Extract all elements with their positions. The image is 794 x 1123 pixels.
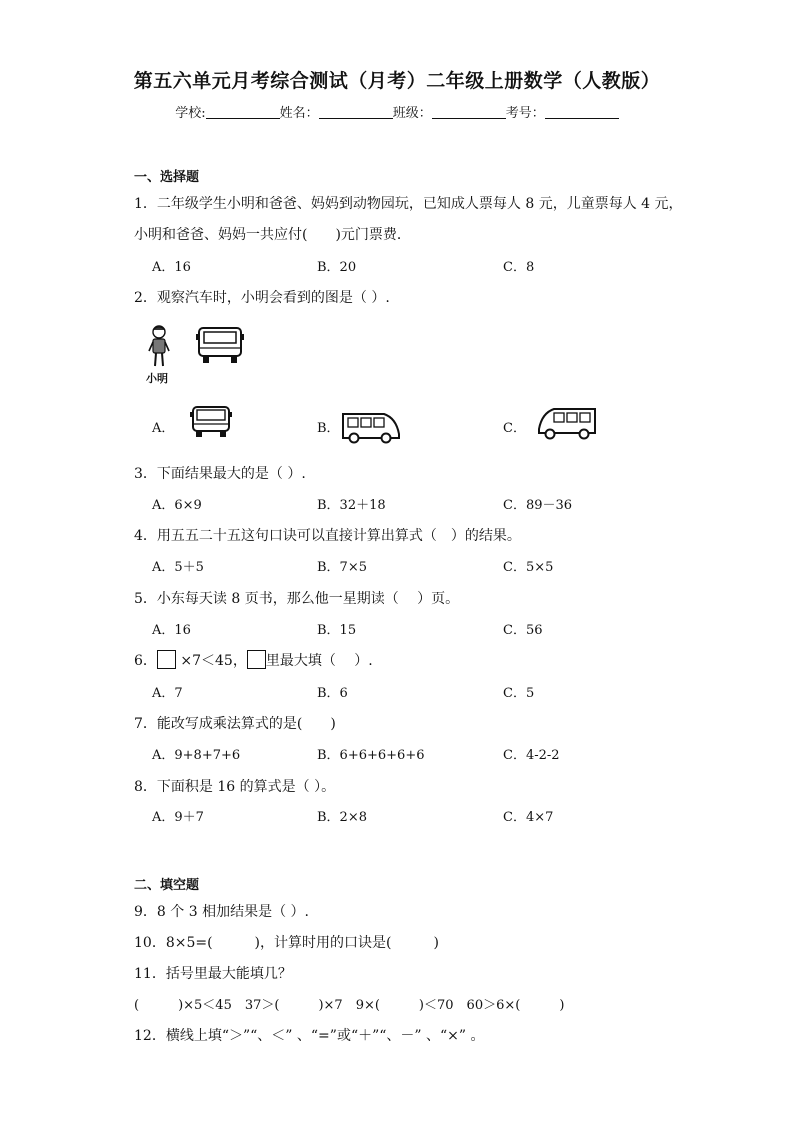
name-blank[interactable]	[319, 106, 393, 119]
question-2-text: 2．观察汽车时，小明会看到的图是（ ）.	[134, 290, 390, 306]
question-8-text: 8．下面积是 16 的算式是（ ）。	[134, 779, 336, 795]
question-7-text: 7．能改写成乘法算式的是( )	[134, 716, 336, 732]
question-7-option-c[interactable]: C．4-2-2	[503, 748, 560, 763]
question-9-text: 9．8 个 3 相加结果是（ ）.	[134, 904, 309, 920]
question-8-option-c[interactable]: C．4×7	[503, 810, 554, 825]
question-6-suffix: 里最大填（ ）.	[265, 653, 373, 669]
answer-box-icon	[247, 650, 266, 669]
question-5-option-c[interactable]: C．56	[503, 623, 543, 638]
question-8-option-a[interactable]: A．9＋7	[152, 810, 204, 825]
id-blank[interactable]	[545, 106, 619, 119]
section-fill-blank-title: 二、填空题	[134, 878, 200, 893]
question-1-line-2: 小明和爸爸、妈妈一共应付( )元门票费．	[134, 227, 411, 243]
question-8-option-b[interactable]: B．2×8	[317, 810, 367, 825]
question-4-text: 4．用五五二十五这句口诀可以直接计算出算式（ ）的结果。	[134, 528, 521, 544]
question-2-option-a[interactable]: A．	[152, 421, 175, 436]
question-7-option-b[interactable]: B．6+6+6+6+6	[317, 748, 425, 763]
question-3-option-c[interactable]: C．89－36	[503, 498, 573, 513]
class-label: 班级：	[392, 106, 432, 121]
name-label: 姓名：	[279, 106, 319, 121]
question-3-text: 3．下面结果最大的是（ ）.	[134, 466, 306, 482]
answer-box-icon	[157, 650, 176, 669]
question-5-option-a[interactable]: A．16	[152, 623, 191, 638]
school-blank[interactable]	[206, 106, 280, 119]
question-12-text: 12．横线上填“＞”“、＜” 、“=”或“＋”“、－” 、“×” 。	[134, 1028, 485, 1044]
question-1-option-b[interactable]: B．20	[317, 260, 357, 275]
question-7-option-a[interactable]: A．9+8+7+6	[152, 748, 241, 763]
bus-front-option-icon[interactable]	[188, 405, 234, 439]
question-11-expressions: ( )×5＜45 37＞( )×7 9×( )＜70 60＞6×( )	[134, 998, 565, 1013]
question-4-option-a[interactable]: A．5＋5	[152, 560, 204, 575]
question-6-option-c[interactable]: C．5	[503, 686, 535, 701]
question-2-option-b[interactable]: B．	[317, 421, 340, 436]
question-5-text: 5．小东每天读 8 页书，那么他一星期读（ ）页。	[134, 591, 460, 607]
id-label: 考号：	[505, 106, 545, 121]
page-title: 第五六单元月考综合测试（月考）二年级上册数学（人教版）	[133, 70, 661, 92]
question-11-text: 11．括号里最大能填几？	[134, 966, 292, 982]
section-multiple-choice-title: 一、选择题	[134, 170, 200, 185]
class-blank[interactable]	[432, 106, 506, 119]
boy-figure-label: 小明	[146, 372, 168, 385]
question-5-option-b[interactable]: B．15	[317, 623, 357, 638]
question-6-option-b[interactable]: B．6	[317, 686, 348, 701]
question-6-option-a[interactable]: A．7	[152, 686, 183, 701]
question-3-option-b[interactable]: B．32＋18	[317, 498, 386, 513]
school-label: 学校:	[175, 106, 206, 121]
question-4-option-b[interactable]: B．7×5	[317, 560, 367, 575]
question-6-text	[134, 650, 373, 670]
question-6-mid: ×7＜45，	[175, 653, 247, 669]
question-1-option-c[interactable]: C．8	[503, 260, 535, 275]
question-1-line-1: 1．二年级学生小明和爸爸、妈妈到动物园玩，已知成人票每人 8 元，儿童票每人 4 元，	[134, 196, 683, 212]
student-info-line	[0, 102, 794, 121]
bus-side-right-option-icon[interactable]	[340, 410, 402, 444]
question-1-option-a[interactable]: A．16	[152, 260, 191, 275]
boy-figure-icon	[146, 324, 172, 370]
question-6-prefix: 6．	[134, 653, 157, 669]
bus-side-left-option-icon[interactable]	[536, 405, 598, 441]
question-10-text: 10．8×5=( )，计算时用的口诀是( )	[134, 935, 439, 951]
question-2-option-c[interactable]: C．	[503, 421, 526, 436]
question-4-option-c[interactable]: C．5×5	[503, 560, 554, 575]
question-3-option-a[interactable]: A．6×9	[152, 498, 202, 513]
bus-front-reference-icon	[194, 326, 246, 366]
